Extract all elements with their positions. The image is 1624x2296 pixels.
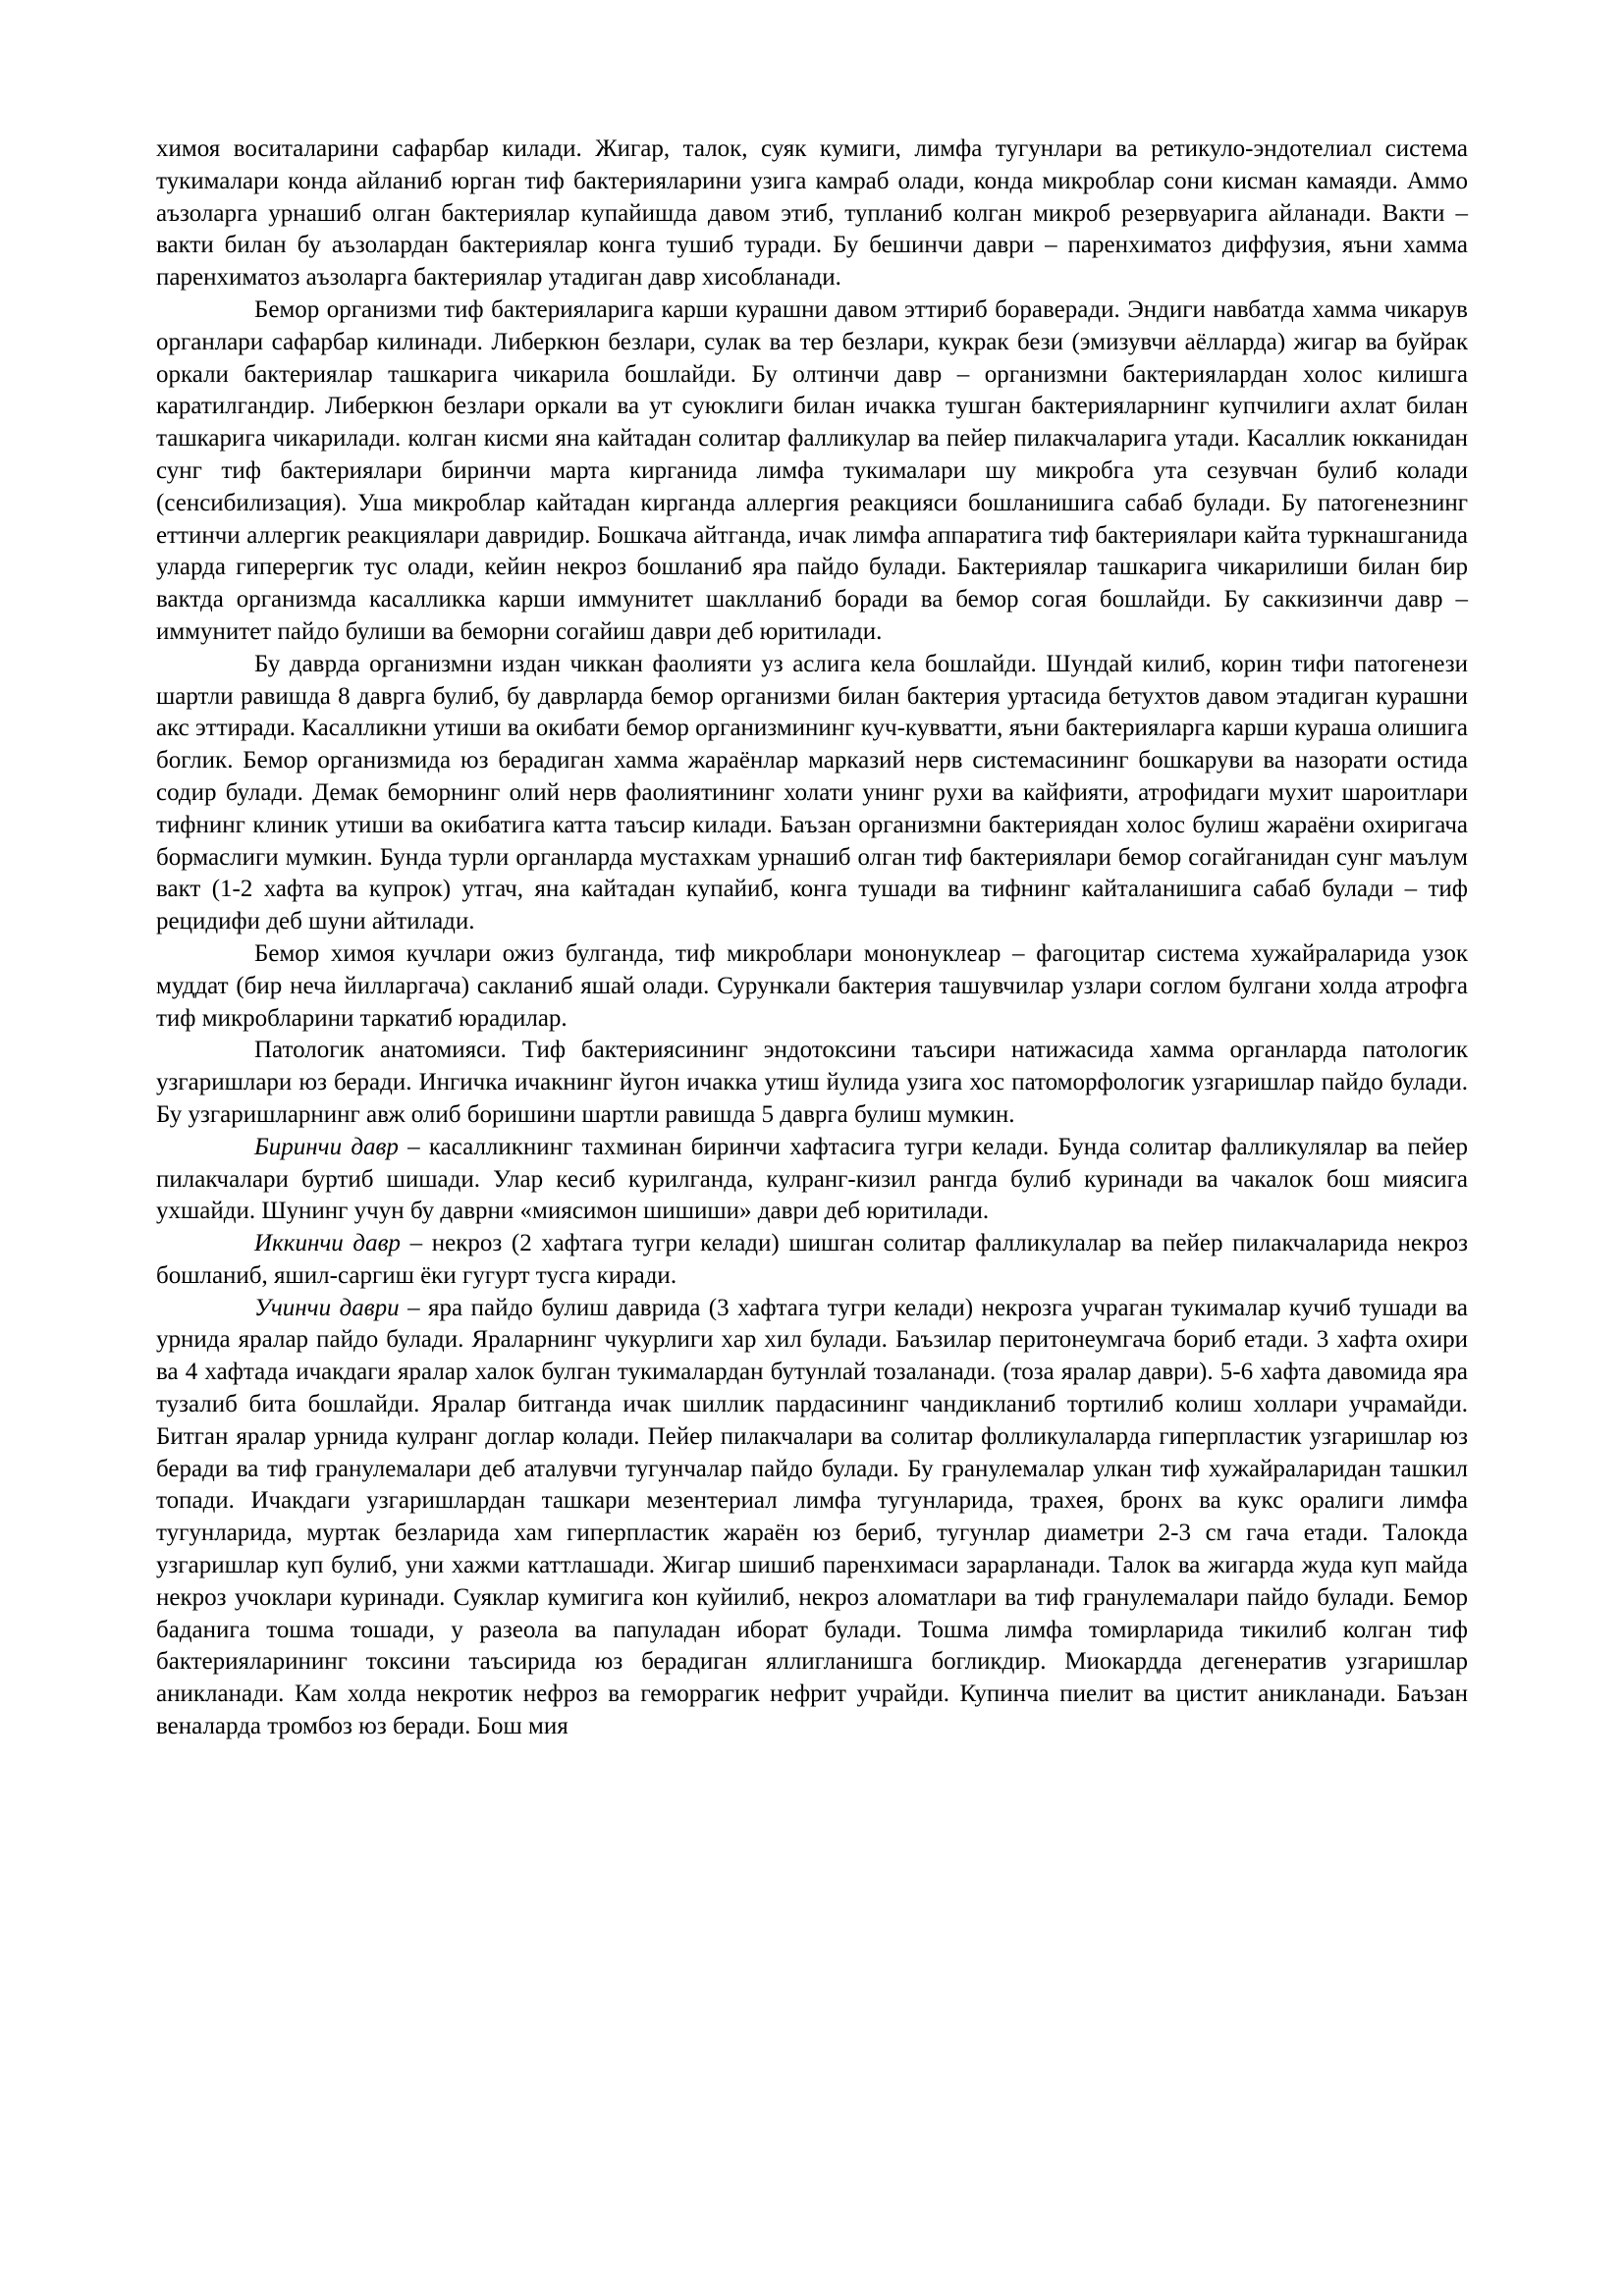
paragraph-3 xyxy=(156,649,1468,938)
paragraph-7 xyxy=(156,1228,1468,1293)
paragraph-2 xyxy=(156,294,1468,649)
paragraph-4 xyxy=(156,938,1468,1035)
period-heading: Учинчи даври xyxy=(254,1294,400,1321)
period-heading: Биринчи давр xyxy=(254,1133,399,1160)
paragraph-text: Бемор организми тиф бактерияларига карши курашни давом эттириб бораверади. Эндиги навбатда хамма чикарув органлари сафарбар килинади. Либеркюн безлари, сулак ва тер безлари, кукрак бези (эмизувчи аёлларда) жигар ва буйрак оркали бактериялар ташкарига чикарила бошлайди. Бу олтинчи давр – организмни бактериялардан холос килишга каратилгандир. Либеркюн безлари оркали ва ут суюклиги билан ичакка тушган бактерияларнинг купчилиги ахлат билан ташкарига чикарилади. колган кисми яна кайтадан солитар фалликулар ва пейер пилакчаларига утади. Касаллик юкканидан сунг тиф бактериялари биринчи марта кирганида лимфа тукималари шу микробга ута сезувчан булиб колади (сенсибилизация). Уша микроблар кайтадан кирганда аллергия реакцияси бошланишига сабаб булади. Бу патогенезнинг еттинчи аллергик реакциялари давридир. Бошкача айтганда, ичак лимфа аппаратига тиф бактериялари кайта туркнашганида уларда гиперергик тус олади, кейин некроз бошланиб яра пайдо булади. Бактериялар ташкарига чикарилиши билан бир вактда организмда касалликка карши иммунитет шаклланиб боради ва бемор согая бошлайди. Бу саккизинчи давр –иммунитет пайдо булиши ва беморни согайиш даври деб юритилади. xyxy=(156,295,1468,645)
paragraph-text: Бемор химоя кучлари ожиз булганда, тиф микроблари мононуклеар – фагоцитар система хужайраларида узок муддат (бир неча йилларгача) сакланиб яшай олади. Сурункали бактерия ташувчилар узлари соглом булгани холда атрофга тиф микробларини таркатиб юрадилар. xyxy=(156,939,1468,1032)
document-page xyxy=(156,133,1468,1743)
paragraph-8 xyxy=(156,1293,1468,1743)
paragraph-text: – яра пайдо булиш даврида (3 хафтага тугри келади) некрозга учраган тукималар кучиб тушади ва урнида яралар пайдо булади. Яраларнинг чукурлиги хар хил булади. Баъзилар перитонеумгача бориб етади. 3 хафта охири ва 4 хафтада ичакдаги яралар халок булган тукималардан бутунлай тозаланади. (тоза яралар даври). 5-6 хафта давомида яра тузалиб бита бошлайди. Яралар битганда ичак шиллик пардасининг чандикланиб тортилиб колиш холлари учрамайди. Битган яралар урнида кулранг доглар колади. Пейер пилакчалари ва солитар фолликулаларда гиперпластик узгаришлар юз беради ва тиф гранулемалари деб аталувчи тугунчалар пайдо булади. Бу гранулемалар улкан тиф хужайраларидан ташкил топади. Ичакдаги узгаришлардан ташкари мезентериал лимфа тугунларида, трахея, бронх ва кукс оралиги лимфа тугунларида, муртак безларида хам гиперпластик жараён юз бериб, тугунлар диаметри 2-3 см гача етади. Талокда узгаришлар куп булиб, уни хажми каттлашади. Жигар шишиб паренхимаси зарарланади. Талок ва жигарда жуда куп майда некроз учоклари куринади. Суяклар кумигига кон куйилиб, некроз аломатлари ва тиф гранулемалари пайдо булади. Бемор баданига тошма тошади, у разеола ва папуладан иборат булади. Тошма лимфа томирларида тикилиб колган тиф бактерияларининг токсини таъсирида юз берадиган яллигланишга богликдир. Миокардда дегенератив узгаришлар аникланади. Кам холда некротик нефроз ва геморрагик нефрит учрайди. Купинча пиелит ва цистит аникланади. Баъзан веналарда тромбоз юз беради. Бош мия xyxy=(156,1294,1468,1740)
paragraph-text: – касалликнинг тахминан биринчи хафтасига тугри келади. Бунда солитар фалликулялар ва пейер пилакчалари буртиб шишади. Улар кесиб курилганда, кулранг-кизил рангда булиб куринади ва чакалок бош миясига ухшайди. Шунинг учун бу даврни «миясимон шишиши» даври деб юритилади. xyxy=(156,1133,1468,1225)
paragraph-1 xyxy=(156,133,1468,294)
period-heading: Иккинчи давр xyxy=(254,1230,401,1257)
paragraph-text: Бу даврда организмни издан чиккан фаолияти уз аслига кела бошлайди. Шундай килиб, корин тифи патогенези шартли равишда 8 даврга булиб, бу даврларда бемор организми билан бактерия уртасида бетухтов давом этадиган курашни акс эттиради. Касалликни утиши ва окибати бемор организмининг куч-кувватти, яъни бактерияларга карши кураша олишига боглик. Бемор организмида юз берадиган хамма жараёнлар марказий нерв системасининг бошкаруви ва назорати остида содир булади. Демак беморнинг олий нерв фаолиятининг холати унинг рухи ва кайфияти, атрофидаги мухит шароитлари тифнинг клиник утиши ва окибатига катта таъсир килади. Баъзан организмни бактериядан холос булиш жараёни охиригача бормаслиги мумкин. Бунда турли органларда мустахкам урнашиб олган тиф бактериялари бемор согайганидан сунг маълум вакт (1-2 хафта ва купрок) утгач, яна кайтадан купайиб, конга тушади ва тифнинг кайталанишига сабаб булади – тиф рецидифи деб шуни айтилади. xyxy=(156,650,1468,935)
paragraph-6 xyxy=(156,1132,1468,1228)
paragraph-5 xyxy=(156,1035,1468,1131)
paragraph-text: Патологик анатомияси. Тиф бактериясининг эндотоксини таъсири натижасида хамма органларда патологик узгаришлари юз беради. Ингичка ичакнинг йугон ичакка утиш йулида узига хос патоморфологик узгаришлар пайдо булади. Бу узгаришларнинг авж олиб боришини шартли равишда 5 даврга булиш мумкин. xyxy=(156,1037,1468,1128)
paragraph-text: химоя воситаларини сафарбар килади. Жигар, талок, суяк кумиги, лимфа тугунлари ва ретикуло-эндотелиал система тукималари конда айланиб юрган тиф бактерияларини узига камраб олади, конда микроблар сони кисман камаяди. Аммо аъзоларга урнашиб олган бактериялар купайишда давом этиб, тупланиб колган микроб резервуарига айланади. Вакти – вакти билан бу аъзолардан бактериялар конга тушиб туради. Бу бешинчи даври – паренхиматоз диффузия, яъни хамма паренхиматоз аъзоларга бактериялар утадиган давр хисобланади. xyxy=(156,135,1468,292)
paragraph-text: – некроз (2 хафтага тугри келади) шишган солитар фалликулалар ва пейер пилакчаларида некроз бошланиб, яшил-саргиш ёки гугурт тусга киради. xyxy=(156,1230,1468,1289)
